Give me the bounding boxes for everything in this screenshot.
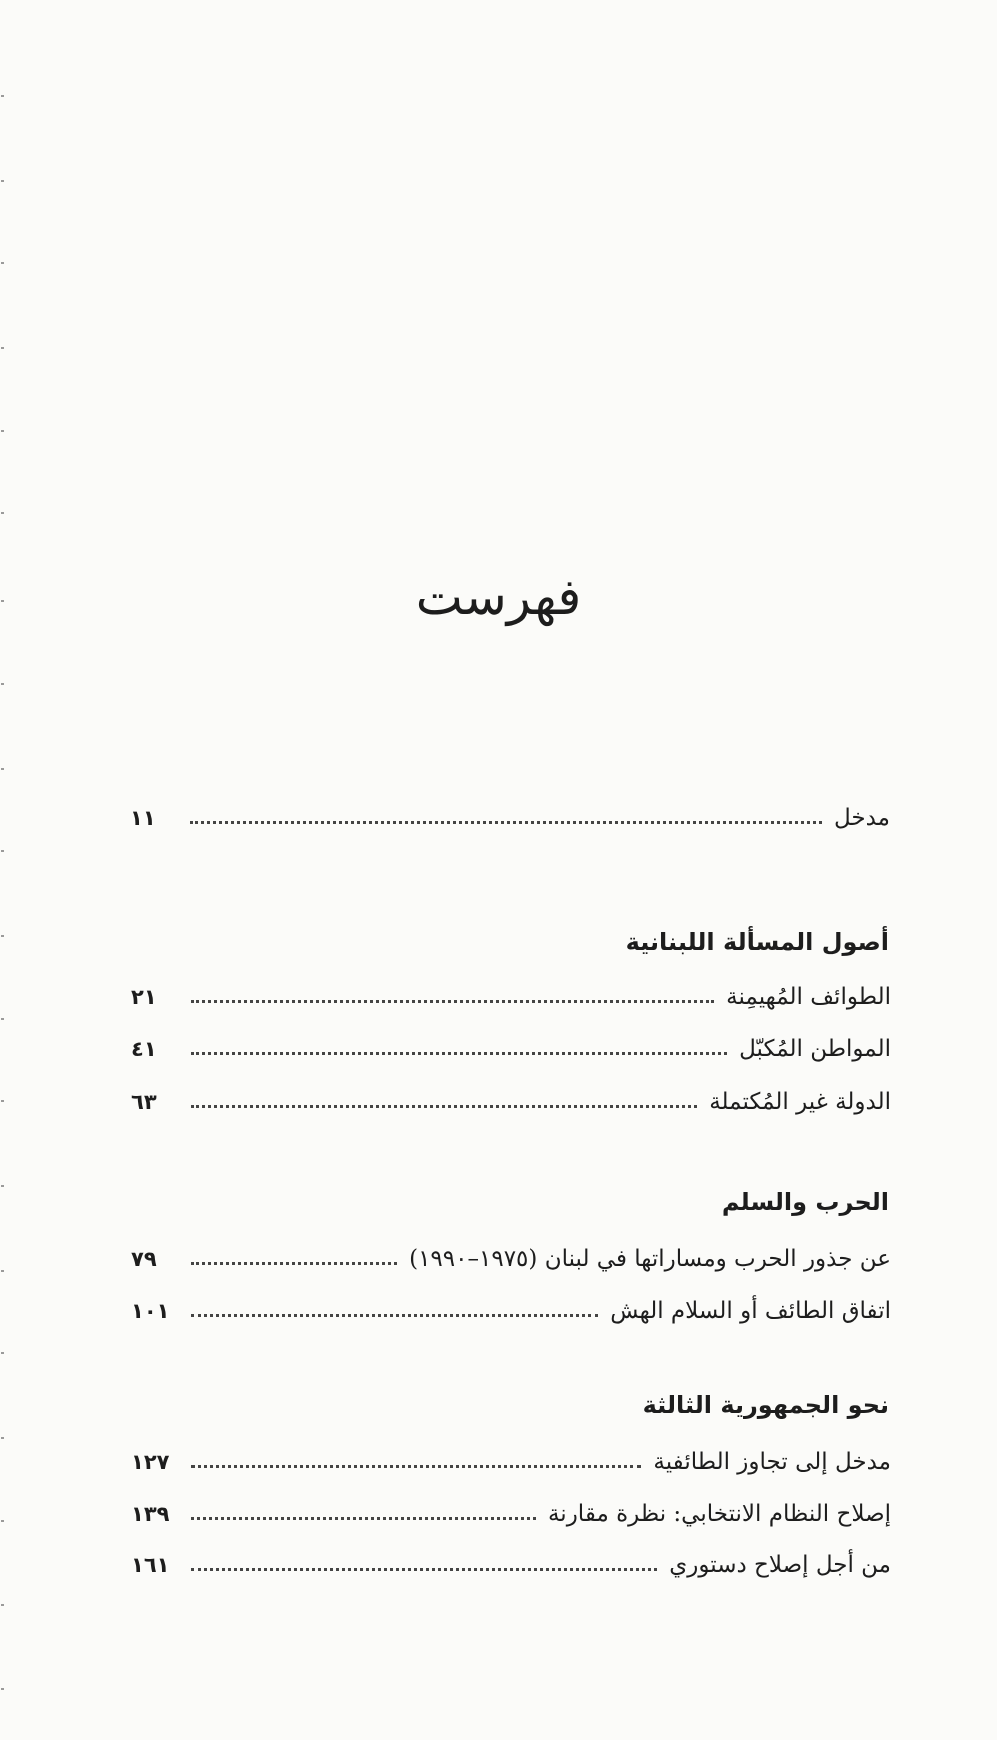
section-heading: الحرب والسلم [721,1188,889,1216]
toc-entry-intro[interactable] [130,796,890,836]
toc-entry-label: اتفاق الطائف أو السلام الهش [610,1298,891,1324]
toc-page-number: ٢١ [131,985,157,1009]
toc-page-number: ٦٣ [131,1090,157,1114]
toc-page-number: ١٦١ [131,1553,170,1577]
toc-entry-label: إصلاح النظام الانتخابي: نظرة مقارنة [547,1501,891,1527]
dot-leader [191,1306,598,1317]
toc-entry-label: عن جذور الحرب ومساراتها في لبنان (١٩٧٥–١٩٩٠) [409,1246,891,1272]
toc-entry-label: من أجل إصلاح دستوري [669,1552,891,1578]
toc-entry[interactable] [131,1492,891,1532]
toc-entry[interactable] [131,1543,891,1583]
dot-leader [190,813,822,824]
toc-entry-label: الدولة غير المُكتملة [709,1089,891,1115]
dot-leader [191,1457,641,1468]
dot-leader [191,1254,397,1265]
toc-entry-label: مدخل إلى تجاوز الطائفية [653,1449,891,1475]
dot-leader [191,1097,697,1108]
toc-page-number: ١١ [130,806,156,830]
toc-entry-label: المواطن المُكبّل [739,1036,891,1062]
dot-leader [191,1509,536,1520]
toc-page-number: ٤١ [131,1037,157,1061]
toc-page-number: ١٢٧ [131,1450,170,1474]
dot-leader [191,992,714,1003]
toc-entry[interactable] [131,1027,891,1067]
toc-entry[interactable] [131,1080,891,1120]
toc-page-number: ١٠١ [131,1299,170,1323]
dot-leader [191,1560,657,1571]
section-heading: نحو الجمهورية الثالثة [642,1391,889,1419]
toc-entry[interactable] [131,975,891,1015]
toc-entry-label: مدخل [833,805,890,831]
page-title: فهرست [415,568,582,626]
toc-page-number: ٧٩ [131,1247,157,1271]
section-heading: أصول المسألة اللبنانية [625,928,889,956]
dot-leader [191,1044,727,1055]
toc-entry[interactable] [131,1237,891,1277]
toc-entry[interactable] [131,1289,891,1329]
toc-page-number: ١٣٩ [131,1502,170,1526]
toc-entry-label: الطوائف المُهيمِنة [726,984,891,1010]
toc-entry[interactable] [131,1440,891,1480]
